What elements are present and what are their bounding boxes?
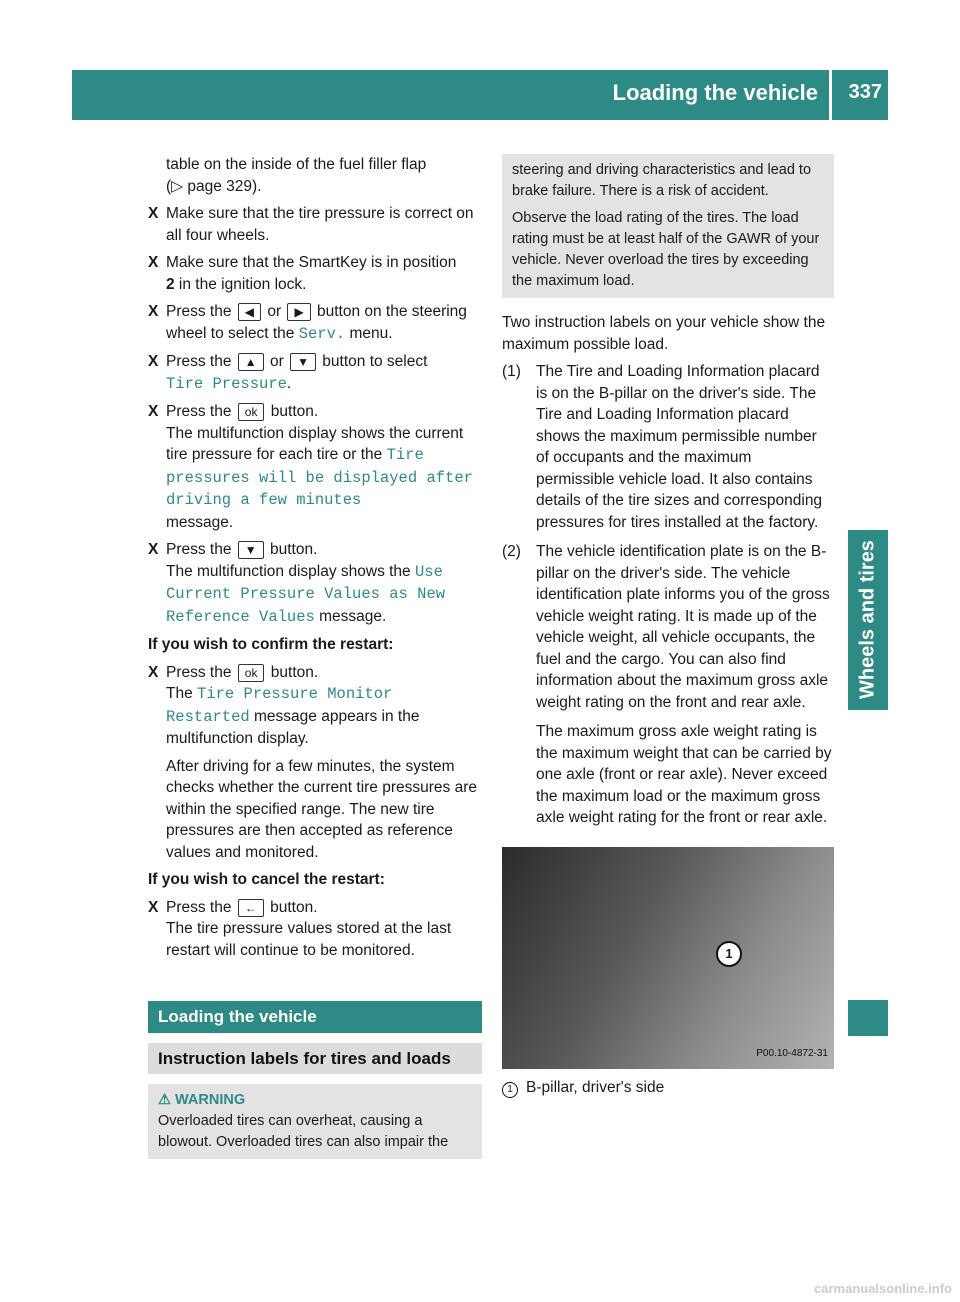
warning-box xyxy=(148,1084,482,1159)
left-arrow-icon: ◀ xyxy=(238,303,261,321)
confirm-paragraph: After driving for a few minutes, the system checks whether the current tire pressures are within the specified range. The new tire pressures are then accepted as reference values and monitored. xyxy=(166,757,477,861)
intro-paragraph: Two instruction labels on your vehicle show the maximum possible load. xyxy=(502,314,826,353)
b-pillar-photo xyxy=(502,847,834,1069)
footer-watermark: carmanualsonline.info xyxy=(814,1281,952,1296)
step-tire-pressure-select: X Press the ▲ or ▼ button to select Tire Pressure. xyxy=(148,353,428,393)
side-marker xyxy=(848,1000,888,1036)
confirm-heading: If you wish to confirm the restart: xyxy=(148,636,394,653)
left-column xyxy=(148,154,482,1159)
ok-icon: ok xyxy=(238,664,265,682)
warning-icon: ⚠ xyxy=(158,1092,171,1108)
down-arrow-icon: ▼ xyxy=(290,353,316,371)
up-arrow-icon: ▲ xyxy=(238,353,264,371)
header-bar xyxy=(72,70,888,120)
ok-icon: ok xyxy=(238,403,265,421)
section-heading: Loading the vehicle xyxy=(148,1001,482,1033)
list-item-1: (1) The Tire and Loading Information placard is on the B-pillar on the driver's side. The Tire and Loading Information placard shows the maximum permissible number of occupants and the maximum permissible vehicle load. It also contains details of the tire sizes and corresponding pressures for tires installed at the factory. xyxy=(502,363,823,531)
back-icon: ← xyxy=(238,899,264,917)
page-number: 337 xyxy=(848,81,882,103)
warning-text: Overloaded tires can overheat, causing a blowout. Overloaded tires can also impair the xyxy=(158,1113,449,1150)
intro-text: table on the inside of the fuel filler flap (▷ page 329). xyxy=(166,156,427,195)
side-tab-label: Wheels and tires xyxy=(856,540,879,700)
photo-caption: 1 B-pillar, driver's side xyxy=(502,1077,834,1099)
warning-continued: steering and driving characteristics and lead to brake failure. There is a risk of accident. Observe the load rating of the tires. The load rating must be at least half of the GAWR of your vehicle. Never overload the tires by exceeding the maximum load. xyxy=(502,154,834,298)
step-down: X Press the ▼ button. The multifunction display shows the Use Current Pressure Values as New Reference Values message. xyxy=(148,541,446,626)
warning-title: ⚠ WARNING xyxy=(158,1092,246,1108)
photo-code: P00.10-4872-31 xyxy=(756,1048,828,1059)
photo-callout: 1 xyxy=(716,941,742,967)
cancel-heading: If you wish to cancel the restart: xyxy=(148,871,385,888)
step-tire-pressure: X Make sure that the tire pressure is correct on all four wheels. xyxy=(148,205,474,244)
down-arrow-icon: ▼ xyxy=(238,541,264,559)
axle-paragraph: The maximum gross axle weight rating is the maximum weight that can be carried by one axle (front or rear axle). Never exceed the maximum load or the maximum gross axle weight rating for the front or rear axle. xyxy=(536,723,832,826)
step-confirm: X Press the ok button. The Tire Pressure Monitor Restarted message appears in the multifunction display. xyxy=(148,663,420,747)
step-ok: X Press the ok button. The multifunction display shows the current tire pressure for each tire or the Tire pressures will be displayed after driving a few minutes message. xyxy=(148,403,473,531)
right-arrow-icon: ▶ xyxy=(287,303,310,321)
subsection-heading: Instruction labels for tires and loads xyxy=(148,1043,482,1075)
right-column xyxy=(502,154,834,1098)
header-separator xyxy=(829,70,832,120)
page-title: Loading the vehicle xyxy=(612,80,818,105)
step-smartkey: X Make sure that the SmartKey is in position 2 in the ignition lock. xyxy=(148,254,457,293)
list-item-2: (2) The vehicle identification plate is on the B-pillar on the driver's side. The vehicle identification plate informs you of the gross vehicle weight rating. It is made up of the vehicle weight, all vehicle occupants, the fuel and the cargo. You can also find information about the maximum gross axle weight rating on the front and rear axle. xyxy=(502,543,830,711)
step-serv-menu: X Press the ◀ or ▶ button on the steering wheel to select the Serv. menu. xyxy=(148,303,467,343)
step-cancel: X Press the ← button. The tire pressure values stored at the last restart will continue to be monitored. xyxy=(148,898,452,959)
